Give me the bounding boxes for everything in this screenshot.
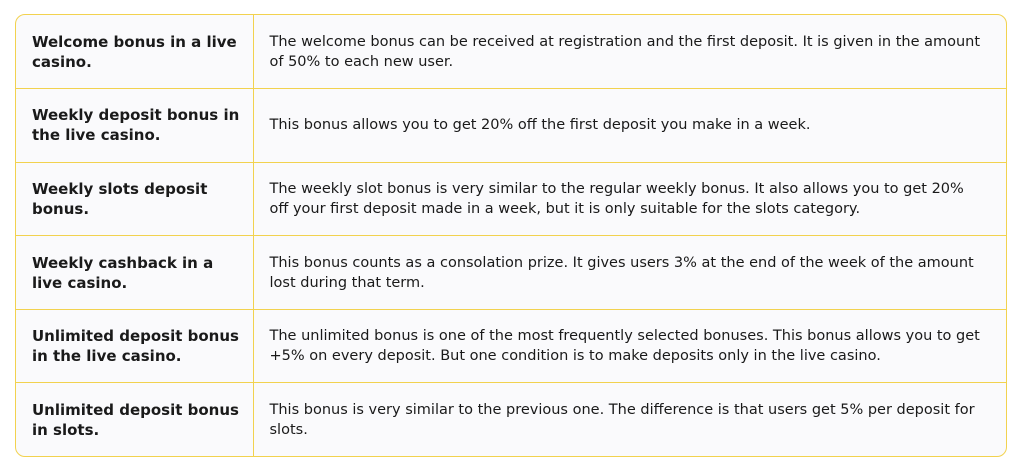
table-row: [16, 383, 1006, 457]
bonus-description: The welcome bonus can be received at registration and the first deposit. It is given in the amount of 50% to each new user.: [253, 15, 1006, 89]
bonus-name: Unlimited deposit bonus in slots.: [16, 383, 253, 457]
bonus-description: This bonus is very similar to the previous one. The difference is that users get 5% per deposit for slots.: [269, 402, 975, 439]
table-row: [16, 309, 1006, 383]
bonus-name: Unlimited deposit bonus in the live casino.: [16, 309, 253, 383]
bonus-table-container: [15, 14, 1007, 457]
bonus-name: Welcome bonus in a live casino.: [16, 15, 253, 89]
table-row: [16, 15, 1006, 89]
bonus-description: This bonus allows you to get 20% off the first deposit you make in a week.: [253, 89, 1006, 163]
table-row: [16, 162, 1006, 236]
bonus-description: The unlimited bonus is one of the most frequently selected bonuses. This bonus allows you to get +5% on every deposit. But one condition is to make deposits only in the live casino.: [253, 309, 1006, 383]
bonus-table: [16, 15, 1006, 457]
bonus-name: Weekly cashback in a live casino.: [16, 236, 253, 310]
bonus-description: The weekly slot bonus is very similar to the regular weekly bonus. It also allows you to get 20% off your first deposit made in a week, but it is only suitable for the slots category.: [253, 162, 1006, 236]
bonus-name: Weekly slots deposit bonus.: [16, 162, 253, 236]
table-row: [16, 236, 1006, 310]
bonus-name: Weekly deposit bonus in the live casino.: [16, 89, 253, 163]
table-row: [16, 89, 1006, 163]
bonus-description: This bonus counts as a consolation prize. It gives users 3% at the end of the week of the amount lost during that term.: [253, 236, 1006, 310]
